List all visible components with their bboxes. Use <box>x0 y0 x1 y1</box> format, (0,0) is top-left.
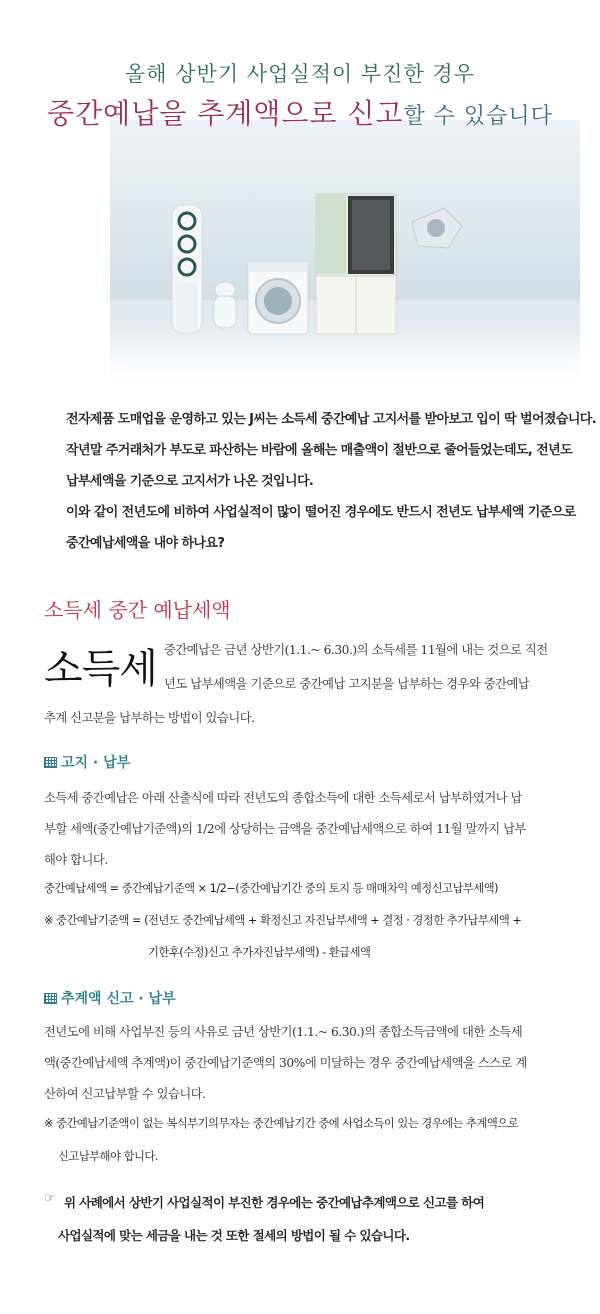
robot-vacuum-icon <box>412 208 462 248</box>
headline-rest: 할 수 있습니다 <box>403 104 553 129</box>
closing-line: 사업실적에 맞는 세금을 내는 것 또한 절세의 방법이 될 수 있습니다. <box>58 1228 410 1243</box>
big-word: 소득세 <box>44 646 157 692</box>
formula-note-line: 기한후(수정)신고 추가자진납부세액) - 환급세액 <box>148 946 371 959</box>
hero-banner <box>0 0 600 380</box>
washing-machine-icon <box>248 262 308 334</box>
estimate-line: 산하여 신고납부할 수 있습니다. <box>44 1087 206 1101</box>
lead-line: 중간예납은 금년 상반기(1.1.~ 6.30.)의 소득세를 11월에 내는 것으로 직전 <box>164 643 548 657</box>
estimate-heading-label: 추계액 신고 · 납부 <box>61 991 176 1007</box>
appliances-illustration <box>0 0 600 380</box>
intro-paragraph <box>66 404 597 559</box>
grid-icon <box>44 993 57 1004</box>
notice-line: 해야 합니다. <box>44 853 108 867</box>
hero-fade <box>0 330 600 380</box>
formula-note-line: ※ 중간예납기준액 = (전년도 중간예납세액 + 확정신고 자진납부세액 + 결정 · 경정한 추가납부세액 + <box>44 914 522 927</box>
estimate-line: 전년도에 비해 사업부진 등의 사유로 금년 상반기(1.1.~ 6.30.)의 종합소득금액에 대한 소득세 <box>44 1025 523 1039</box>
notice-heading-label: 고지 · 납부 <box>61 755 131 771</box>
formula-line: 중간예납세액 = 중간예납기준액 × 1/2−(중간예납기간 중의 토지 등 매매차익 예정신고납부세액) <box>44 882 499 895</box>
estimate-heading <box>44 988 176 1008</box>
intro-line: 이와 같이 전년도에 비하여 사업실적이 많이 떨어진 경우에도 반드시 전년도 납부세액 기준으로 <box>66 505 576 520</box>
small-purifier-icon <box>214 282 236 328</box>
estimate-note-line: ※ 중간예납기준액이 없는 복식부기의무자는 중간예납기간 중에 사업소득이 있는 경우에는 추계액으로 <box>44 1117 519 1130</box>
lead-line: 추계 신고분을 납부하는 방법이 있습니다. <box>44 711 255 725</box>
estimate-note-line: 신고납부해야 합니다. <box>58 1150 158 1163</box>
intro-line: 작년말 주거래처가 부도로 파산하는 바람에 올해는 매출액이 절반으로 줄어들었는데도, 전년도 <box>66 443 573 458</box>
notice-heading <box>44 752 130 772</box>
lead-line: 년도 납부세액을 기준으로 중간예납 고지분을 납부하는 경우와 중간예납 <box>164 677 530 691</box>
headline-line2 <box>0 92 600 132</box>
intro-line: 중간예납세액을 내야 하나요? <box>66 536 225 551</box>
notice-line: 부할 세액(중간예납기준액)의 1/2에 상당하는 금액을 중간예납세액으로 하여 11월 말까지 납부 <box>44 822 526 836</box>
headline-emphasis: 중간예납을 추계액으로 신고 <box>47 97 404 130</box>
intro-line: 전자제품 도매업을 운영하고 있는 J씨는 소득세 중간예납 고지서를 받아보고 입이 딱 벌어졌습니다. <box>66 412 597 427</box>
grid-icon <box>44 757 57 768</box>
refrigerator-icon <box>316 194 396 334</box>
headline-line1: 올해 상반기 사업실적이 부진한 경우 <box>125 62 475 86</box>
closing-line: 위 사례에서 상반기 사업실적이 부진한 경우에는 중간예납추계액으로 신고를 하여 <box>64 1195 485 1210</box>
notice-line: 소득세 중간예납은 아래 산출식에 따라 전년도의 종합소득에 대한 소득세로서 납부하였거나 납 <box>44 791 522 805</box>
air-purifier-tower-icon <box>172 205 202 333</box>
intro-line: 납부세액을 기준으로 고지서가 나온 것입니다. <box>66 474 314 489</box>
estimate-line: 액(중간예납세액 추계액)이 중간예납기준액의 30%에 미달하는 경우 중간예납세액을 스스로 계 <box>44 1056 527 1070</box>
pointing-hand-icon: ☞ <box>44 1191 56 1206</box>
section-title: 소득세 중간 예납세액 <box>44 598 231 622</box>
